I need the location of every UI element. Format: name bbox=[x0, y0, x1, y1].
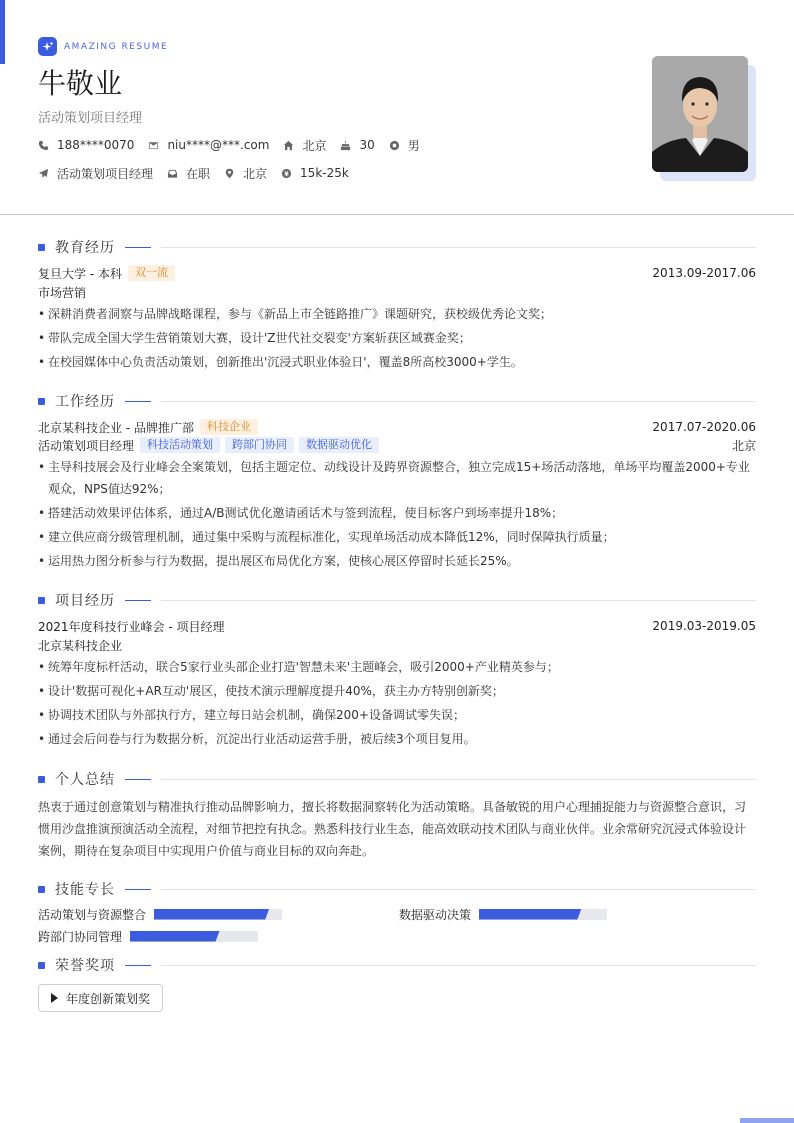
bottom-accent-bar bbox=[740, 1118, 794, 1123]
skill-bar bbox=[130, 931, 258, 942]
target-city-text: 北京 bbox=[243, 166, 268, 181]
skill-bar bbox=[479, 909, 607, 920]
list-item: • 主导科技展会及行业峰会全案策划，包括主题定位、动线设计及跨界资源整合，独立完成15+场活动落地，单场平均覆盖2000+专业观众，NPS值达92%； bbox=[38, 456, 756, 500]
mail-icon bbox=[148, 140, 159, 151]
major: 市场营销 bbox=[38, 285, 87, 300]
work-date: 2017.07-2020.06 bbox=[652, 420, 756, 434]
company-tag: 科技企业 bbox=[200, 419, 258, 435]
awards-section bbox=[38, 954, 756, 1012]
job-intent-row bbox=[38, 164, 756, 182]
education-date: 2013.09-2017.06 bbox=[652, 266, 756, 280]
skill-bar bbox=[154, 909, 282, 920]
list-item: • 在校园媒体中心负责活动策划，创新推出'沉浸式职业体验日'，覆盖8所高校3000+学生。 bbox=[38, 351, 756, 373]
skill-tag: 数据驱动优化 bbox=[299, 437, 379, 453]
skill-item bbox=[38, 906, 282, 922]
resume-header bbox=[38, 37, 756, 197]
section-line bbox=[161, 401, 756, 402]
section-accent-line bbox=[125, 401, 151, 402]
section-accent-line bbox=[125, 600, 151, 601]
candidate-title: 活动策划项目经理 bbox=[38, 111, 143, 126]
gender-icon bbox=[389, 140, 400, 151]
phone-item bbox=[38, 138, 134, 152]
section-title: 教育经历 bbox=[55, 240, 115, 256]
section-accent-line bbox=[125, 247, 151, 248]
section-marker bbox=[38, 597, 45, 604]
project-section bbox=[38, 589, 756, 750]
summary-section bbox=[38, 768, 756, 862]
status-text: 在职 bbox=[186, 166, 211, 181]
skill-level bbox=[130, 931, 220, 942]
section-title: 项目经历 bbox=[55, 593, 115, 609]
list-item: • 带队完成全国大学生营销策划大赛，设计'Z世代社交裂变'方案斩获区域赛金奖； bbox=[38, 327, 756, 349]
sparkle-icon bbox=[38, 37, 57, 56]
project-bullets bbox=[38, 656, 756, 750]
left-accent-bar bbox=[0, 0, 5, 64]
section-title: 荣誉奖项 bbox=[55, 958, 115, 974]
age-item bbox=[340, 138, 374, 152]
award-name: 年度创新策划奖 bbox=[66, 991, 151, 1006]
brand bbox=[38, 37, 756, 56]
section-marker bbox=[38, 244, 45, 251]
project-entry-header bbox=[38, 617, 756, 635]
list-item: • 协调技术团队与外部执行方，建立每日站会机制，确保200+设备调试零失误； bbox=[38, 704, 756, 726]
phone-icon bbox=[38, 140, 49, 151]
target-position-text: 活动策划项目经理 bbox=[57, 166, 154, 181]
section-heading bbox=[38, 236, 756, 258]
cake-icon bbox=[340, 140, 351, 151]
position: 活动策划项目经理 bbox=[38, 438, 135, 453]
status-item bbox=[167, 165, 210, 182]
section-line bbox=[161, 965, 756, 966]
candidate-name: 牛敬业 bbox=[38, 67, 123, 100]
target-city-item bbox=[224, 165, 267, 182]
skill-list bbox=[38, 906, 756, 946]
section-line bbox=[161, 779, 756, 780]
list-item: • 搭建活动效果评估体系，通过A/B测试优化邀请函话术与签到流程，使目标客户到场率提升18%； bbox=[38, 502, 756, 524]
map-pin-icon bbox=[224, 168, 235, 179]
education-bullets bbox=[38, 303, 756, 373]
money-icon bbox=[281, 168, 292, 179]
resume-body bbox=[38, 236, 756, 1012]
inbox-icon bbox=[167, 168, 178, 179]
section-marker bbox=[38, 962, 45, 969]
salary-item bbox=[281, 166, 349, 180]
list-item: • 深耕消费者洞察与品牌战略课程，参与《新品上市全链路推广》课题研究，获校级优秀论文奖； bbox=[38, 303, 756, 325]
list-item: • 通过会后问卷与行为数据分析，沉淀出行业活动运营手册，被后续3个项目复用。 bbox=[38, 728, 756, 750]
gender-item bbox=[389, 137, 420, 154]
skills-section bbox=[38, 878, 756, 946]
list-item: • 统筹年度标杆活动，联合5家行业头部企业打造'智慧未来'主题峰会，吸引2000+产业精英参与； bbox=[38, 656, 756, 678]
gender-text: 男 bbox=[407, 138, 420, 153]
skill-name: 数据驱动决策 bbox=[399, 907, 472, 922]
education-entry-header bbox=[38, 264, 756, 282]
section-heading bbox=[38, 954, 756, 976]
skill-tag: 跨部门协同 bbox=[225, 437, 294, 453]
school-tag: 双一流 bbox=[128, 265, 175, 281]
send-icon bbox=[38, 168, 49, 179]
contact-row bbox=[38, 136, 756, 154]
location-item bbox=[283, 137, 326, 154]
project-org: 北京某科技企业 bbox=[38, 638, 123, 653]
work-city: 北京 bbox=[731, 438, 756, 453]
school-name: 复旦大学 - 本科 bbox=[38, 266, 122, 281]
email-item bbox=[148, 138, 269, 152]
project-date: 2019.03-2019.05 bbox=[652, 619, 756, 633]
project-name: 2021年度科技行业峰会 - 项目经理 bbox=[38, 619, 225, 634]
work-section bbox=[38, 390, 756, 572]
phone-text: 188****0070 bbox=[57, 138, 135, 152]
salary-text: 15k-25k bbox=[300, 166, 349, 180]
skill-item bbox=[399, 906, 607, 922]
header-divider bbox=[0, 214, 794, 215]
section-heading bbox=[38, 768, 756, 790]
section-line bbox=[161, 600, 756, 601]
section-title: 技能专长 bbox=[55, 882, 115, 898]
award-item[interactable] bbox=[38, 984, 163, 1012]
skill-item bbox=[38, 928, 258, 944]
list-item: • 设计'数据可视化+AR互动'展区，使技术演示理解度提升40%，获主办方特别创新奖； bbox=[38, 680, 756, 702]
work-entry-header bbox=[38, 418, 756, 436]
age-text: 30 bbox=[359, 138, 375, 152]
section-line bbox=[161, 889, 756, 890]
section-accent-line bbox=[125, 965, 151, 966]
skill-level bbox=[154, 909, 269, 920]
section-heading bbox=[38, 589, 756, 611]
section-marker bbox=[38, 398, 45, 405]
list-item: • 建立供应商分级管理机制，通过集中采购与流程标准化，实现单场活动成本降低12%，同时保障执行质量； bbox=[38, 526, 756, 548]
project-org-row bbox=[38, 636, 756, 654]
section-heading bbox=[38, 878, 756, 900]
section-accent-line bbox=[125, 779, 151, 780]
education-section bbox=[38, 236, 756, 373]
major-row bbox=[38, 283, 756, 301]
list-item: • 运用热力图分析参与行为数据，提出展区布局优化方案，使核心展区停留时长延长25%。 bbox=[38, 550, 756, 572]
brand-text: AMAZING RESUME bbox=[64, 41, 169, 52]
section-heading bbox=[38, 390, 756, 412]
skill-name: 活动策划与资源整合 bbox=[38, 907, 147, 922]
play-icon bbox=[51, 993, 58, 1003]
target-position-item bbox=[38, 165, 153, 182]
section-title: 个人总结 bbox=[55, 772, 115, 788]
email-text: niu****@***.com bbox=[167, 138, 270, 152]
skill-tag: 科技活动策划 bbox=[140, 437, 220, 453]
summary-text: 热衷于通过创意策划与精准执行推动品牌影响力，擅长将数据洞察转化为活动策略。具备敏锐的用户心理捕捉能力与资源整合意识，习惯用沙盘推演预演活动全流程，对细节把控有执念。熟悉科技行业生态，能高效联动技术团队与商业伙伴。业余常研究沉浸式体验设计案例，期待在复杂项目中实现用户价值与商业目标的双向奔赴。 bbox=[38, 800, 747, 858]
home-icon bbox=[283, 140, 294, 151]
section-line bbox=[161, 247, 756, 248]
skill-name: 跨部门协同管理 bbox=[38, 929, 123, 944]
avatar bbox=[652, 56, 748, 172]
location-text: 北京 bbox=[302, 138, 327, 153]
position-row bbox=[38, 436, 756, 454]
section-accent-line bbox=[125, 889, 151, 890]
skill-level bbox=[479, 909, 581, 920]
section-marker bbox=[38, 776, 45, 783]
company-name: 北京某科技企业 - 品牌推广部 bbox=[38, 420, 194, 435]
section-marker bbox=[38, 886, 45, 893]
section-title: 工作经历 bbox=[55, 394, 115, 410]
work-bullets bbox=[38, 456, 756, 572]
skill-tags bbox=[140, 437, 379, 453]
